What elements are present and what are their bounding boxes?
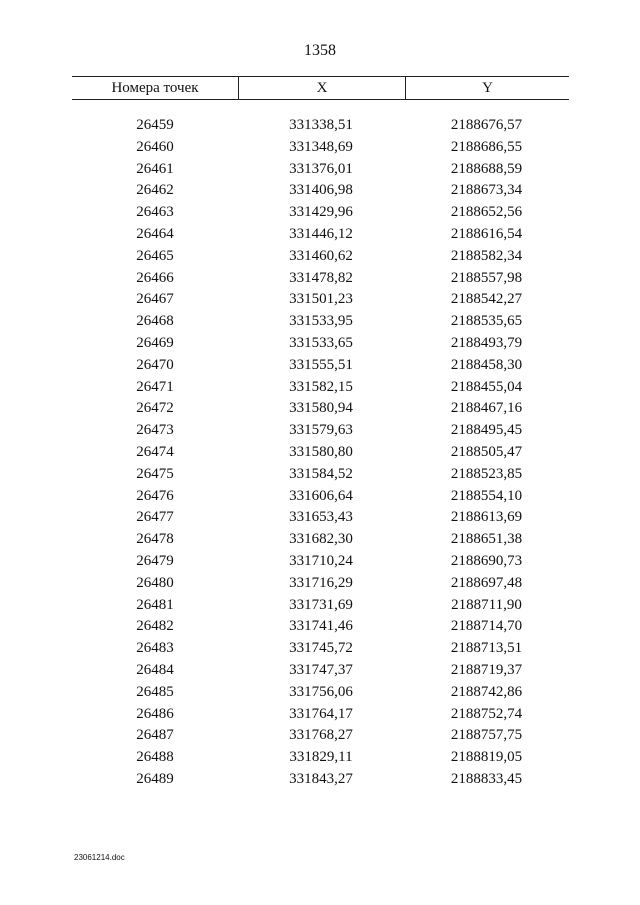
y-coordinate-cell: 2188651,38	[450, 531, 523, 548]
table-row	[72, 616, 569, 638]
table-row	[72, 529, 569, 551]
y-coordinate-cell: 2188713,51	[450, 640, 523, 657]
table-row	[72, 355, 569, 377]
column-header-y: Y	[482, 80, 493, 96]
x-coordinate-cell: 331829,11	[289, 749, 353, 766]
x-coordinate-cell: 331768,27	[289, 727, 353, 744]
table-row	[72, 268, 569, 290]
table-row	[72, 202, 569, 224]
point-number-cell: 26482	[136, 618, 174, 635]
table-row	[72, 573, 569, 595]
point-number-cell: 26485	[136, 683, 174, 700]
table-row	[72, 769, 569, 791]
x-coordinate-cell: 331584,52	[289, 465, 353, 482]
x-coordinate-cell: 331745,72	[289, 640, 353, 657]
table-row	[72, 507, 569, 529]
table-row	[72, 137, 569, 159]
y-coordinate-cell: 2188493,79	[450, 334, 523, 351]
point-number-cell: 26480	[136, 574, 174, 591]
footer-filename: 23061214.doc	[74, 853, 125, 862]
x-coordinate-cell: 331580,80	[289, 443, 353, 460]
point-number-cell: 26459	[136, 117, 174, 133]
x-coordinate-cell: 331501,23	[289, 291, 353, 308]
table-row	[72, 311, 569, 333]
table-row	[72, 704, 569, 726]
x-coordinate-cell: 331579,63	[289, 422, 353, 439]
y-coordinate-cell: 2188673,34	[450, 182, 523, 199]
point-number-cell: 26486	[136, 705, 174, 722]
table-row	[72, 725, 569, 747]
x-coordinate-cell: 331533,95	[289, 313, 353, 330]
y-coordinate-cell: 2188819,05	[450, 749, 523, 766]
x-coordinate-cell: 331338,51	[289, 117, 353, 133]
y-coordinate-cell: 2188557,98	[450, 269, 523, 286]
y-coordinate-cell: 2188833,45	[450, 770, 523, 787]
y-coordinate-cell: 2188582,34	[450, 247, 523, 264]
y-coordinate-cell: 2188719,37	[450, 661, 523, 678]
table-row	[72, 595, 569, 617]
point-number-cell: 26475	[136, 465, 174, 482]
table-row	[72, 180, 569, 202]
x-coordinate-cell: 331478,82	[289, 269, 353, 286]
point-number-cell: 26462	[136, 182, 174, 199]
x-coordinate-cell: 331843,27	[289, 770, 353, 787]
y-coordinate-cell: 2188535,65	[450, 313, 523, 330]
point-number-cell: 26487	[136, 727, 174, 744]
x-coordinate-cell: 331406,98	[289, 182, 353, 199]
page-number: 1358	[304, 42, 336, 59]
table-row	[72, 224, 569, 246]
point-number-cell: 26468	[136, 313, 174, 330]
table-row	[72, 398, 569, 420]
point-number-cell: 26488	[136, 749, 174, 766]
table-row	[72, 246, 569, 268]
point-number-cell: 26463	[136, 204, 174, 221]
x-coordinate-cell: 331555,51	[289, 356, 353, 373]
point-number-cell: 26465	[136, 247, 174, 264]
y-coordinate-cell: 2188686,55	[450, 138, 523, 155]
y-coordinate-cell: 2188676,57	[450, 117, 523, 133]
x-coordinate-cell: 331756,06	[289, 683, 353, 700]
point-number-cell: 26478	[136, 531, 174, 548]
table-row	[72, 747, 569, 769]
table-body	[72, 115, 569, 791]
table-row	[72, 442, 569, 464]
point-number-cell: 26474	[136, 443, 174, 460]
x-coordinate-cell: 331682,30	[289, 531, 353, 548]
table-row	[72, 486, 569, 508]
column-header-x: X	[239, 77, 406, 99]
table-row	[72, 660, 569, 682]
table-row	[72, 333, 569, 355]
y-coordinate-cell: 2188742,86	[450, 683, 523, 700]
point-number-cell: 26470	[136, 356, 174, 373]
point-number-cell: 26467	[136, 291, 174, 308]
point-number-cell: 26472	[136, 400, 174, 417]
point-number-cell: 26471	[136, 378, 174, 395]
table-row	[72, 159, 569, 181]
x-coordinate-cell: 331376,01	[289, 160, 353, 177]
point-number-cell: 26464	[136, 225, 174, 242]
x-coordinate-cell: 331764,17	[289, 705, 353, 722]
x-coordinate-cell: 331429,96	[289, 204, 353, 221]
x-coordinate-cell: 331582,15	[289, 378, 353, 395]
column-header-point-numbers: Номера точек	[72, 77, 239, 99]
table-row	[72, 289, 569, 311]
point-number-cell: 26466	[136, 269, 174, 286]
x-coordinate-cell: 331580,94	[289, 400, 353, 417]
point-number-cell: 26484	[136, 661, 174, 678]
y-coordinate-cell: 2188616,54	[450, 225, 523, 242]
point-number-cell: 26469	[136, 334, 174, 351]
x-coordinate-cell: 331348,69	[289, 138, 353, 155]
y-coordinate-cell: 2188652,56	[450, 204, 523, 221]
y-coordinate-cell: 2188613,69	[450, 509, 523, 526]
y-coordinate-cell: 2188455,04	[450, 378, 523, 395]
point-number-cell: 26481	[136, 596, 174, 613]
point-number-cell: 26476	[136, 487, 174, 504]
x-coordinate-cell: 331446,12	[289, 225, 353, 242]
y-coordinate-cell: 2188711,90	[451, 596, 522, 613]
y-coordinate-cell: 2188757,75	[450, 727, 523, 744]
table-row	[72, 377, 569, 399]
x-coordinate-cell: 331460,62	[289, 247, 353, 264]
point-number-cell: 26473	[136, 422, 174, 439]
table-row	[72, 115, 569, 137]
y-coordinate-cell: 2188714,70	[450, 618, 523, 635]
x-coordinate-cell: 331606,64	[289, 487, 353, 504]
table-header	[72, 76, 569, 100]
table-row	[72, 464, 569, 486]
point-number-cell: 26479	[136, 552, 174, 569]
point-number-cell: 26489	[136, 770, 174, 787]
x-coordinate-cell: 331741,46	[289, 618, 353, 635]
y-coordinate-cell: 2188554,10	[450, 487, 523, 504]
x-coordinate-cell: 331653,43	[289, 509, 353, 526]
y-coordinate-cell: 2188467,16	[450, 400, 523, 417]
point-number-cell: 26477	[136, 509, 174, 526]
table-row	[72, 551, 569, 573]
y-coordinate-cell: 2188542,27	[450, 291, 523, 308]
point-number-cell: 26460	[136, 138, 174, 155]
point-number-cell: 26461	[136, 160, 174, 177]
y-coordinate-cell: 2188690,73	[450, 552, 523, 569]
y-coordinate-cell: 2188697,48	[450, 574, 523, 591]
table-row	[72, 420, 569, 442]
table-row	[72, 682, 569, 704]
y-coordinate-cell: 2188523,85	[450, 465, 523, 482]
y-coordinate-cell: 2188458,30	[450, 356, 523, 373]
x-coordinate-cell: 331716,29	[289, 574, 353, 591]
y-coordinate-cell: 2188495,45	[450, 422, 523, 439]
x-coordinate-cell: 331731,69	[289, 596, 353, 613]
y-coordinate-cell: 2188688,59	[450, 160, 523, 177]
x-coordinate-cell: 331747,37	[289, 661, 353, 678]
point-number-cell: 26483	[136, 640, 174, 657]
x-coordinate-cell: 331710,24	[289, 552, 353, 569]
y-coordinate-cell: 2188505,47	[450, 443, 523, 460]
y-coordinate-cell: 2188752,74	[450, 705, 523, 722]
x-coordinate-cell: 331533,65	[289, 334, 353, 351]
table-row	[72, 638, 569, 660]
